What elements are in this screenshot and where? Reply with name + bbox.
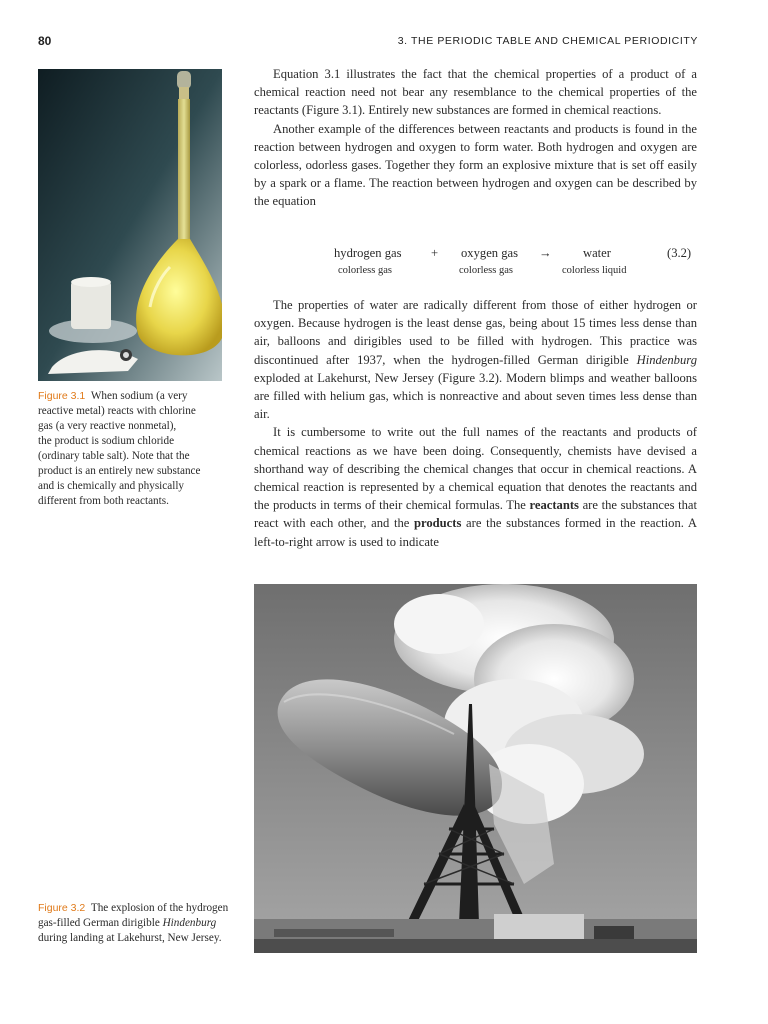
equation-number: (3.2) [667,246,692,260]
body-text-bottom [254,296,697,551]
caption-line: gas (a very reactive nonmetal), [38,420,177,432]
caption-line: different from both reactants. [38,495,169,507]
equation-arrow: → [539,246,552,260]
paragraph: Equation 3.1 illustrates the fact that the chemical properties of a product of a chemical reaction need not bear any resemblance to the chemical properties of the reactants (Figure 3.1). Entirely new substances are formed in chemical reactions. [254,67,697,118]
equation-3-2 [254,244,697,280]
term-reactants: reactants [529,498,579,513]
figure-3-2-photo [254,584,697,953]
page-number: 80 [38,34,52,48]
paragraph: Another example of the differences between reactants and products is found in the reaction between hydrogen and oxygen to form water. Both hydrogen and oxygen are colorless, odorless gases. Together they form an explosive mixture that is set off easily by a spark or a flame. The reaction between hydrogen and oxygen can be described by the equation [254,121,697,209]
caption-line: and is chemically and physically [38,480,185,492]
running-header: 3. THE PERIODIC TABLE AND CHEMICAL PERIODICITY [397,35,698,47]
caption-line: the product is sodium chloride [38,435,175,447]
equation-product: water [583,246,611,260]
equation-state-1: colorless gas [338,265,392,276]
body-text-top [254,65,697,211]
figure-3-1-label: Figure 3.1 [38,390,86,402]
equation-reactant-1: hydrogen gas [334,246,402,260]
caption-line: (ordinary table salt). Note that the [38,450,190,462]
equation-state-3: colorless liquid [562,265,627,276]
caption-line: reactive metal) reacts with chlorine [38,405,196,417]
caption-line: product is an entirely new substance [38,465,201,477]
equation-reactant-2: oxygen gas [461,246,519,260]
figure-3-2-label: Figure 3.2 [38,902,86,914]
italic-hindenburg: Hindenburg [636,352,697,367]
equation-plus: + [431,246,439,260]
paragraph: The properties of water are radically different from those of either hydrogen or oxygen. Because hydrogen is the least dense gas, being about 15 times less dense than air, balloons and dirigibles used to be filled with hydrogen. This practice was discontinued after 1937, when the hydrogen-filled German dirigible Hindenburg exploded at Lakehurst, New Jersey (Figure 3.2). Modern blimps and weather balloons are filled with helium gas, which is nonreactive and about seven times less dense than air. [254,298,697,422]
caption-line: When sodium (a very [90,390,188,402]
term-products: products [414,516,462,531]
paragraph: It is cumbersome to write out the full names of the reactants and products of chemical reactions as we have been doing. Consequently, chemists have devised a shorthand way of describing the chemical changes that occur in chemical reactions. A chemical reaction is represented by a chemical equation that denotes the reactants and the products in terms of their chemical formulas. The reactants are the substances that react with each other, and the products are the substances formed in the reaction. A left-to-right arrow is used to indicate [254,425,697,549]
figure-3-1-photo [38,69,222,381]
figure-3-2-caption: Figure 3.2 The explosion of the hydrogen gas-filled German dirigible Hindenburg during landing at Lakehurst, New Jersey. [38,902,229,944]
italic-hindenburg: Hindenburg [162,917,217,929]
figure-3-1-caption [38,389,233,509]
equation-state-2: colorless gas [459,265,513,276]
